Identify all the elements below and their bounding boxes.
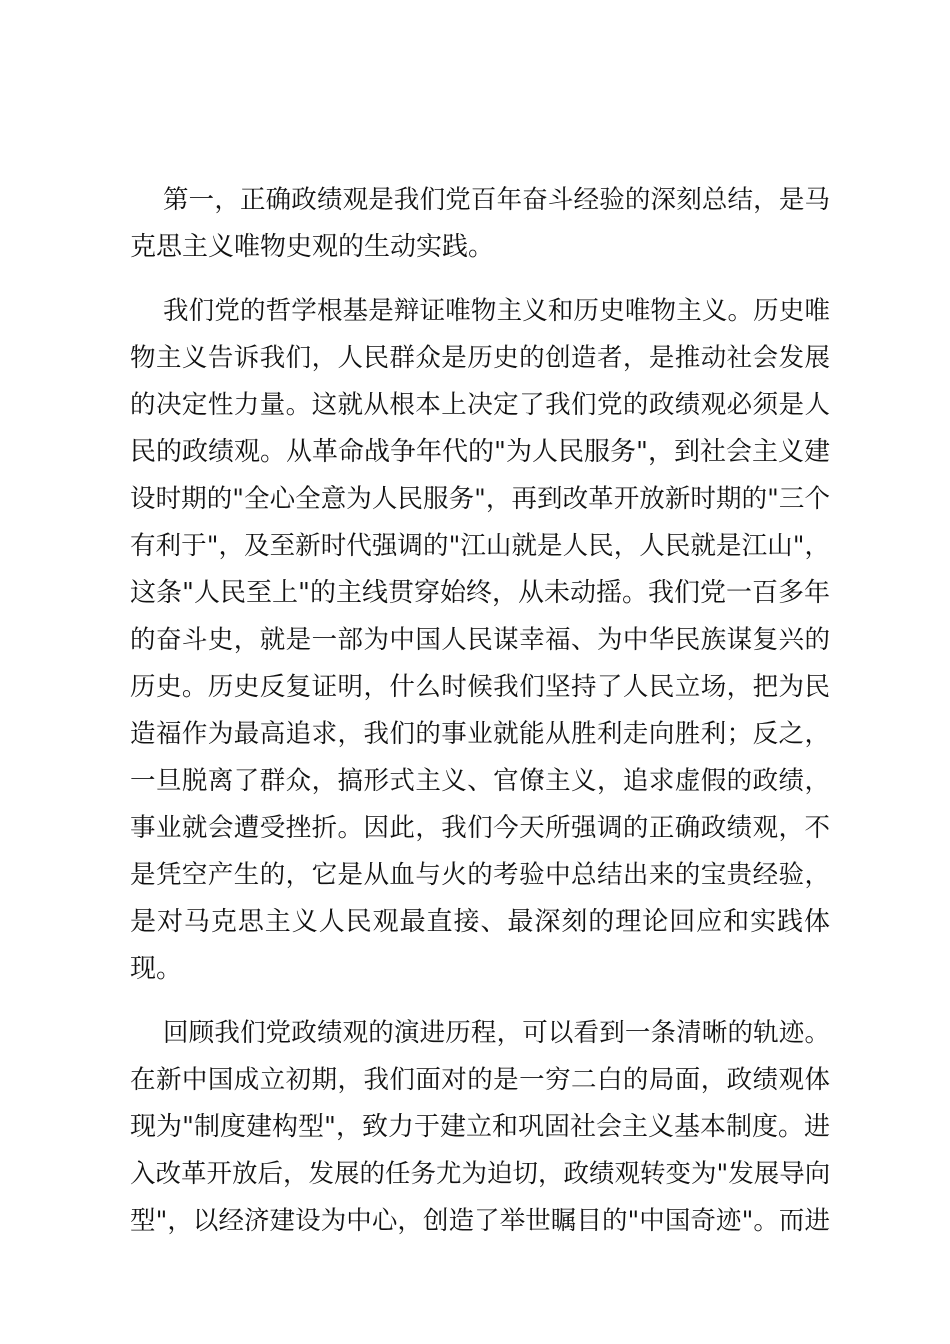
paragraph-1-line-2: 克思主义唯物史观的生动实践。 [130, 232, 495, 262]
paragraph-2-line-4: 民的政绩观。从革命战争年代的"为人民服务"，到社会主义建 [130, 437, 830, 467]
paragraph-2-line-13: 是凭空产生的，它是从血与火的考验中总结出来的宝贵经验， [130, 860, 830, 890]
paragraph-2-line-11: 一旦脱离了群众，搞形式主义、官僚主义，追求虚假的政绩， [130, 766, 830, 796]
paragraph-2-line-9: 历史。历史反复证明，什么时候我们坚持了人民立场，把为民 [130, 672, 830, 702]
paragraph-2-line-14: 是对马克思主义人民观最直接、最深刻的理论回应和实践体 [130, 907, 830, 937]
paragraph-2-line-8: 的奋斗史，就是一部为中国人民谋幸福、为中华民族谋复兴的 [130, 625, 830, 655]
paragraph-2-line-10: 造福作为最高追求，我们的事业就能从胜利走向胜利；反之， [130, 719, 830, 749]
paragraph-2-line-6: 有利于"，及至新时代强调的"江山就是人民，人民就是江山"， [130, 531, 830, 561]
paragraph-1-line-1: 第一，正确政绩观是我们党百年奋斗经验的深刻总结，是马 [163, 185, 830, 215]
paragraph-2-line-3: 的决定性力量。这就从根本上决定了我们党的政绩观必须是人 [130, 390, 830, 420]
paragraph-3-line-5: 型"，以经济建设为中心，创造了举世瞩目的"中国奇迹"。而进 [130, 1206, 830, 1236]
paragraph-2-line-5: 设时期的"全心全意为人民服务"，再到改革开放新时期的"三个 [130, 484, 830, 514]
paragraph-2-line-7: 这条"人民至上"的主线贯穿始终，从未动摇。我们党一百多年 [130, 578, 830, 608]
paragraph-3-line-3: 现为"制度建构型"，致力于建立和巩固社会主义基本制度。进 [130, 1112, 830, 1142]
paragraph-2-line-2: 物主义告诉我们，人民群众是历史的创造者，是推动社会发展 [130, 343, 830, 373]
paragraph-3-line-2: 在新中国成立初期，我们面对的是一穷二白的局面，政绩观体 [130, 1065, 830, 1095]
paragraph-3-line-1: 回顾我们党政绩观的演进历程，可以看到一条清晰的轨迹。 [163, 1018, 830, 1048]
paragraph-2-line-1: 我们党的哲学根基是辩证唯物主义和历史唯物主义。历史唯 [163, 296, 830, 326]
paragraph-3-line-4: 入改革开放后，发展的任务尤为迫切，政绩观转变为"发展导向 [130, 1159, 831, 1189]
paragraph-2-line-12: 事业就会遭受挫折。因此，我们今天所强调的正确政绩观，不 [130, 813, 830, 843]
paragraph-2-line-15: 现。 [130, 954, 183, 984]
